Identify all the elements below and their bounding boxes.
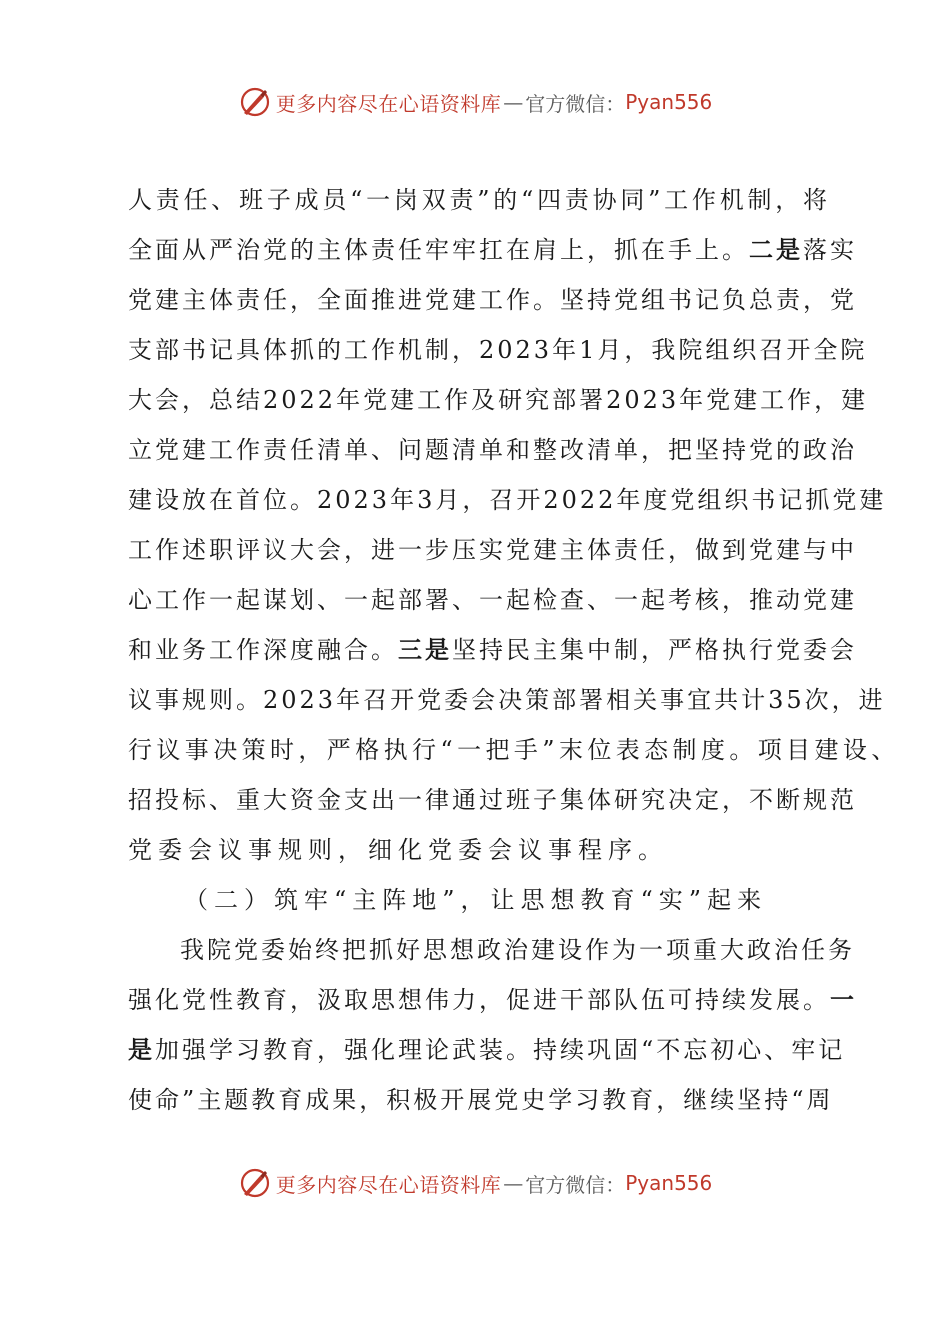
line-text: 全面从严治党的主体责任牢牢扛在肩上，抓在手上。 <box>128 236 749 264</box>
paragraph-line <box>128 225 857 275</box>
paragraph-line: 工作述职评议大会，进一步压实党建主体责任，做到党建与中 <box>128 536 857 564</box>
line-text: 和业务工作深度融合。 <box>128 636 398 664</box>
paragraph-line: 立党建工作责任清单、问题清单和整改清单，把坚持党的政治 <box>128 436 857 464</box>
banner-title: 更多内容尽在心语资料库 <box>275 1172 502 1197</box>
line-text: 落实 <box>803 236 857 264</box>
line-text: 强化党性教育，汲取思想伟力，促进干部队伍可持续发展。 <box>128 986 830 1014</box>
banner-wechat-id: Pyan556 <box>625 1171 713 1195</box>
watermark-banner-bottom <box>0 1163 950 1203</box>
paragraph-line: 党委会议事规则，细化党委会议事程序。 <box>128 836 668 864</box>
bold-keyword: 二是 <box>749 235 803 264</box>
banner-dash: — <box>503 90 524 114</box>
paragraph-line: 行议事决策时，严格执行“一把手”末位表态制度。项目建设、 <box>128 736 900 764</box>
paragraph-line <box>128 975 857 1025</box>
paragraph-line: 大会，总结2022年党建工作及研究部署2023年党建工作，建 <box>128 386 869 414</box>
paragraph-line: 招投标、重大资金支出一律通过班子集体研究决定，不断规范 <box>128 786 857 814</box>
paragraph-line <box>128 625 857 675</box>
paragraph-line: 我院党委始终把抓好思想政治建设作为一项重大政治任务 <box>180 936 855 964</box>
paragraph-line: 心工作一起谋划、一起部署、一起检查、一起考核，推动党建 <box>128 586 857 614</box>
bold-keyword: 三是 <box>398 635 452 664</box>
watermark-banner-top <box>0 82 950 122</box>
banner-dash: — <box>503 1171 524 1195</box>
banner-wechat-id: Pyan556 <box>625 90 713 114</box>
paragraph-line: 议事规则。2023年召开党委会决策部署相关事宜共计35次，进 <box>128 686 886 714</box>
paragraph-line <box>128 1025 846 1075</box>
paragraph-line: 建设放在首位。2023年3月，召开2022年度党组织书记抓党建 <box>128 486 887 514</box>
paragraph-line: 人责任、班子成员“一岗双责”的“四责协同”工作机制，将 <box>128 186 830 214</box>
bold-keyword: 是 <box>128 1035 155 1064</box>
banner-title: 更多内容尽在心语资料库 <box>275 91 502 116</box>
banner-wechat-label: 官方微信： <box>525 91 626 116</box>
paragraph-line: 支部书记具体抓的工作机制，2023年1月，我院组织召开全院 <box>128 336 868 364</box>
paragraph-line: 使命”主题教育成果，积极开展党史学习教育，继续坚持“周 <box>128 1086 834 1114</box>
section-heading: （二）筑牢“主阵地”，让思想教育“实”起来 <box>184 886 768 914</box>
pen-logo-icon <box>238 85 272 119</box>
pen-logo-icon <box>238 1166 272 1200</box>
line-text: 坚持民主集中制，严格执行党委会 <box>452 636 857 664</box>
bold-keyword: 一 <box>830 985 857 1014</box>
banner-wechat-label: 官方微信： <box>525 1172 626 1197</box>
line-text: 加强学习教育，强化理论武装。持续巩固“不忘初心、牢记 <box>155 1036 846 1064</box>
document-body <box>128 175 900 1125</box>
paragraph-line: 党建主体责任，全面推进党建工作。坚持党组书记负总责，党 <box>128 286 857 314</box>
